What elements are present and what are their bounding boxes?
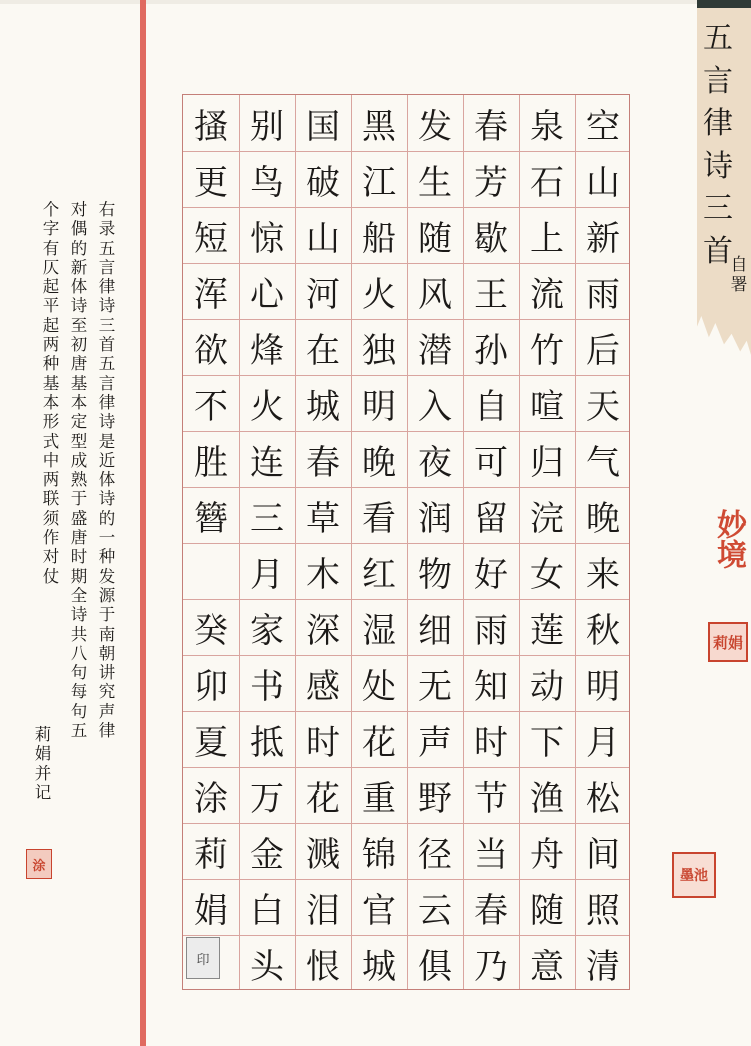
poem-character: 声 bbox=[418, 722, 452, 763]
glyph: 律 bbox=[98, 721, 116, 741]
glyph: 诗 bbox=[98, 412, 116, 432]
glyph: 唐 bbox=[70, 528, 88, 548]
page-top-edge bbox=[0, 0, 751, 4]
poem-character: 秋 bbox=[586, 610, 620, 651]
colophon-note bbox=[28, 200, 130, 880]
poem-character: 渔 bbox=[530, 778, 564, 819]
poem-character: 留 bbox=[474, 498, 508, 539]
poem-character: 夏 bbox=[194, 722, 228, 763]
poem-character: 锦 bbox=[362, 834, 396, 875]
glyph: 五 bbox=[70, 721, 88, 741]
glyph: 的 bbox=[98, 508, 116, 528]
poem-character: 节 bbox=[474, 778, 508, 819]
seal-large: 妙境 bbox=[711, 509, 746, 569]
poem-character: 惊 bbox=[250, 218, 284, 259]
poem-character: 王 bbox=[474, 274, 508, 315]
glyph: 八 bbox=[70, 643, 88, 663]
poem-character: 春 bbox=[474, 106, 508, 147]
glyph: 究 bbox=[98, 682, 116, 702]
poem-character: 莲 bbox=[530, 610, 564, 651]
glyph: 三 bbox=[703, 191, 733, 226]
poem-character: 短 bbox=[194, 218, 228, 259]
glyph: 起 bbox=[42, 277, 60, 297]
poem-character: 感 bbox=[306, 666, 340, 707]
poem-character: 女 bbox=[530, 554, 564, 595]
title-tab-band bbox=[697, 0, 751, 8]
poem-character: 来 bbox=[586, 554, 620, 595]
poem-character: 头 bbox=[250, 946, 284, 987]
poem-character: 火 bbox=[362, 274, 396, 315]
poem-character: 木 bbox=[306, 554, 340, 595]
calligraphy-grid bbox=[182, 94, 630, 990]
glyph: 式 bbox=[42, 431, 60, 451]
glyph: 时 bbox=[70, 547, 88, 567]
glyph: 种 bbox=[42, 354, 60, 374]
poem-character: 烽 bbox=[250, 330, 284, 371]
poem-character: 春 bbox=[306, 442, 340, 483]
poem-character: 草 bbox=[306, 498, 340, 539]
glyph: 署 bbox=[730, 275, 748, 295]
glyph: 每 bbox=[70, 682, 88, 702]
note-column bbox=[40, 200, 62, 586]
glyph: 诗 bbox=[98, 296, 116, 316]
poem-character: 天 bbox=[586, 386, 620, 427]
poem-character: 溅 bbox=[306, 834, 340, 875]
poem-character: 泉 bbox=[530, 106, 564, 147]
poem-character: 随 bbox=[418, 218, 452, 259]
glyph: 于 bbox=[70, 489, 88, 509]
glyph: 言 bbox=[98, 257, 116, 277]
glyph: 五 bbox=[98, 238, 116, 258]
poem-character: 连 bbox=[250, 442, 284, 483]
glyph: 形 bbox=[42, 412, 60, 432]
poem-character: 卯 bbox=[194, 666, 228, 707]
glyph: 起 bbox=[42, 315, 60, 335]
glyph: 型 bbox=[70, 431, 88, 451]
poem-character: 城 bbox=[306, 386, 340, 427]
poem-character: 金 bbox=[250, 834, 284, 875]
poem-character bbox=[183, 543, 239, 599]
note-column bbox=[96, 200, 118, 740]
glyph: 两 bbox=[42, 335, 60, 355]
glyph: 并 bbox=[34, 763, 52, 783]
glyph: 有 bbox=[42, 238, 60, 258]
glyph: 律 bbox=[98, 392, 116, 412]
poem-character: 无 bbox=[418, 666, 452, 707]
poem-character: 娟 bbox=[194, 890, 228, 931]
glyph: 一 bbox=[98, 528, 116, 548]
glyph: 熟 bbox=[70, 470, 88, 490]
poem-character: 花 bbox=[362, 722, 396, 763]
poem-character: 芳 bbox=[474, 162, 508, 203]
poem-character: 松 bbox=[586, 778, 620, 819]
glyph: 全 bbox=[70, 585, 88, 605]
poem-character: 家 bbox=[250, 610, 284, 651]
poem-character: 浣 bbox=[530, 498, 564, 539]
glyph: 自 bbox=[730, 255, 748, 275]
seal-colophon: 涂 bbox=[26, 849, 52, 879]
glyph: 联 bbox=[42, 489, 60, 509]
poem-character: 更 bbox=[194, 162, 228, 203]
poem-character: 雨 bbox=[586, 274, 620, 315]
glyph: 作 bbox=[42, 528, 60, 548]
glyph: 朝 bbox=[98, 643, 116, 663]
poem-character: 可 bbox=[474, 442, 508, 483]
seal-signature: 印 bbox=[186, 937, 220, 979]
poem-character: 润 bbox=[418, 498, 452, 539]
poem-character: 涂 bbox=[194, 778, 228, 819]
poem-character: 国 bbox=[306, 106, 340, 147]
glyph: 诗 bbox=[703, 148, 733, 184]
poem-character: 江 bbox=[362, 162, 396, 203]
poem-character: 知 bbox=[474, 666, 508, 707]
glyph: 五 bbox=[98, 354, 116, 374]
glyph: 莉 bbox=[34, 725, 52, 744]
glyph: 唐 bbox=[70, 354, 88, 374]
glyph: 中 bbox=[42, 450, 60, 470]
poem-character: 万 bbox=[250, 778, 284, 819]
glyph: 对 bbox=[70, 200, 88, 219]
glyph: 诗 bbox=[70, 296, 88, 316]
poem-character: 物 bbox=[418, 554, 452, 595]
glyph: 律 bbox=[703, 106, 733, 141]
poem-character: 好 bbox=[474, 554, 508, 595]
glyph: 字 bbox=[42, 219, 60, 239]
glyph: 偶 bbox=[70, 219, 88, 239]
poem-character: 月 bbox=[586, 722, 620, 763]
glyph: 诗 bbox=[98, 489, 116, 509]
poem-character: 火 bbox=[250, 386, 284, 427]
poem-character: 间 bbox=[586, 834, 620, 875]
glyph: 五 bbox=[703, 21, 733, 56]
glyph: 共 bbox=[70, 624, 88, 644]
poem-character: 生 bbox=[418, 162, 452, 203]
poem-character: 别 bbox=[250, 106, 284, 147]
poem-character: 潜 bbox=[418, 330, 452, 371]
poem-character: 不 bbox=[194, 386, 228, 427]
poem-character: 城 bbox=[362, 946, 396, 987]
poem-character: 细 bbox=[418, 610, 452, 651]
poem-character: 当 bbox=[474, 834, 508, 875]
glyph: 新 bbox=[70, 257, 88, 277]
poem-character: 欲 bbox=[194, 330, 228, 371]
poem-character: 舟 bbox=[530, 834, 564, 875]
poem-character: 雨 bbox=[474, 610, 508, 651]
poem-character: 重 bbox=[362, 778, 396, 819]
glyph: 句 bbox=[70, 701, 88, 721]
poem-character: 入 bbox=[418, 386, 452, 427]
poem-character: 湿 bbox=[362, 610, 396, 651]
glyph: 是 bbox=[98, 431, 116, 451]
poem-character: 山 bbox=[586, 162, 620, 203]
poem-character: 意 bbox=[530, 946, 564, 987]
glyph: 基 bbox=[42, 373, 60, 393]
poem-character: 深 bbox=[306, 610, 340, 651]
glyph: 仄 bbox=[42, 257, 60, 277]
poem-character: 搔 bbox=[194, 106, 228, 147]
glyph: 声 bbox=[98, 701, 116, 721]
poem-character: 月 bbox=[250, 554, 284, 595]
poem-character: 癸 bbox=[194, 610, 228, 651]
poem-character: 鸟 bbox=[250, 162, 284, 203]
poem-character: 歇 bbox=[474, 218, 508, 259]
poem-character: 时 bbox=[474, 722, 508, 763]
glyph: 句 bbox=[70, 663, 88, 683]
glyph: 近 bbox=[98, 450, 116, 470]
poem-character: 泪 bbox=[306, 890, 340, 931]
poem-character: 花 bbox=[306, 778, 340, 819]
poem-character: 莉 bbox=[194, 834, 228, 875]
poem-character: 上 bbox=[530, 218, 564, 259]
glyph: 首 bbox=[703, 233, 733, 269]
glyph: 须 bbox=[42, 508, 60, 528]
poem-character: 明 bbox=[586, 666, 620, 707]
note-signature bbox=[32, 725, 54, 802]
poem-character: 黑 bbox=[362, 106, 396, 147]
poem-character: 野 bbox=[418, 778, 452, 819]
poem-character: 俱 bbox=[418, 946, 452, 987]
poem-character: 心 bbox=[250, 274, 284, 315]
author-mark bbox=[729, 255, 749, 295]
glyph: 记 bbox=[34, 782, 52, 802]
glyph: 个 bbox=[42, 200, 60, 219]
poem-character: 云 bbox=[418, 890, 452, 931]
page-title bbox=[703, 18, 733, 273]
poem-character: 竹 bbox=[530, 330, 564, 371]
poem-character: 春 bbox=[474, 890, 508, 931]
glyph: 发 bbox=[98, 566, 116, 586]
glyph: 仗 bbox=[42, 566, 60, 586]
poem-character: 晚 bbox=[362, 442, 396, 483]
glyph: 首 bbox=[98, 335, 116, 355]
poem-character: 山 bbox=[306, 218, 340, 259]
note-column bbox=[68, 200, 90, 740]
poem-character: 三 bbox=[250, 498, 284, 539]
poem-character: 河 bbox=[306, 274, 340, 315]
poem-character: 气 bbox=[586, 442, 620, 483]
glyph: 本 bbox=[42, 392, 60, 412]
poem-character: 风 bbox=[418, 274, 452, 315]
glyph: 种 bbox=[98, 547, 116, 567]
poem-character: 喧 bbox=[530, 386, 564, 427]
glyph: 本 bbox=[70, 392, 88, 412]
glyph: 盛 bbox=[70, 508, 88, 528]
poem-character: 船 bbox=[362, 218, 396, 259]
glyph: 录 bbox=[98, 219, 116, 239]
seal-middle: 莉娟 bbox=[708, 622, 748, 662]
poem-character: 夜 bbox=[418, 442, 452, 483]
poem-character: 自 bbox=[474, 386, 508, 427]
poem-character: 动 bbox=[530, 666, 564, 707]
poem-character: 照 bbox=[586, 890, 620, 931]
glyph: 南 bbox=[98, 624, 116, 644]
glyph: 定 bbox=[70, 412, 88, 432]
poem-character: 新 bbox=[586, 218, 620, 259]
glyph: 言 bbox=[98, 373, 116, 393]
poem-character: 乃 bbox=[474, 946, 508, 987]
glyph: 律 bbox=[98, 277, 116, 297]
poem-character: 簪 bbox=[194, 498, 228, 539]
poem-character: 下 bbox=[530, 722, 564, 763]
poem-character: 空 bbox=[586, 106, 620, 147]
poem-character: 归 bbox=[530, 442, 564, 483]
poem-character: 官 bbox=[362, 890, 396, 931]
poem-character: 浑 bbox=[194, 274, 228, 315]
glyph: 右 bbox=[98, 200, 116, 219]
glyph: 源 bbox=[98, 585, 116, 605]
poem-character: 晚 bbox=[586, 498, 620, 539]
poem-character: 白 bbox=[250, 890, 284, 931]
poem-character: 书 bbox=[250, 666, 284, 707]
poem-character: 红 bbox=[362, 554, 396, 595]
poem-character: 清 bbox=[586, 946, 620, 987]
poem-character: 发 bbox=[418, 106, 452, 147]
glyph: 至 bbox=[70, 315, 88, 335]
glyph: 体 bbox=[98, 470, 116, 490]
glyph: 成 bbox=[70, 450, 88, 470]
poem-character: 破 bbox=[306, 162, 340, 203]
glyph: 言 bbox=[703, 63, 733, 99]
poem-character: 石 bbox=[530, 162, 564, 203]
poem-character: 在 bbox=[306, 330, 340, 371]
poem-character: 流 bbox=[530, 274, 564, 315]
poem-character: 后 bbox=[586, 330, 620, 371]
poem-character: 时 bbox=[306, 722, 340, 763]
glyph: 娟 bbox=[34, 744, 52, 764]
glyph: 基 bbox=[70, 373, 88, 393]
seal-lower: 墨池 bbox=[672, 852, 716, 898]
poem-character: 看 bbox=[362, 498, 396, 539]
glyph: 三 bbox=[98, 315, 116, 335]
glyph: 讲 bbox=[98, 663, 116, 683]
glyph: 初 bbox=[70, 335, 88, 355]
poem-character: 明 bbox=[362, 386, 396, 427]
glyph: 的 bbox=[70, 238, 88, 258]
glyph: 体 bbox=[70, 277, 88, 297]
red-margin-rule bbox=[140, 0, 146, 1046]
poem-character: 独 bbox=[362, 330, 396, 371]
poem-character: 胜 bbox=[194, 442, 228, 483]
poem-character: 抵 bbox=[250, 722, 284, 763]
glyph: 期 bbox=[70, 566, 88, 586]
poem-character: 径 bbox=[418, 834, 452, 875]
poem-character: 处 bbox=[362, 666, 396, 707]
glyph: 两 bbox=[42, 470, 60, 490]
poem-character: 随 bbox=[530, 890, 564, 931]
poem-character: 恨 bbox=[306, 946, 340, 987]
glyph: 于 bbox=[98, 605, 116, 625]
glyph: 对 bbox=[42, 547, 60, 567]
poem-character: 孙 bbox=[474, 330, 508, 371]
glyph: 平 bbox=[42, 296, 60, 316]
glyph: 诗 bbox=[70, 605, 88, 625]
